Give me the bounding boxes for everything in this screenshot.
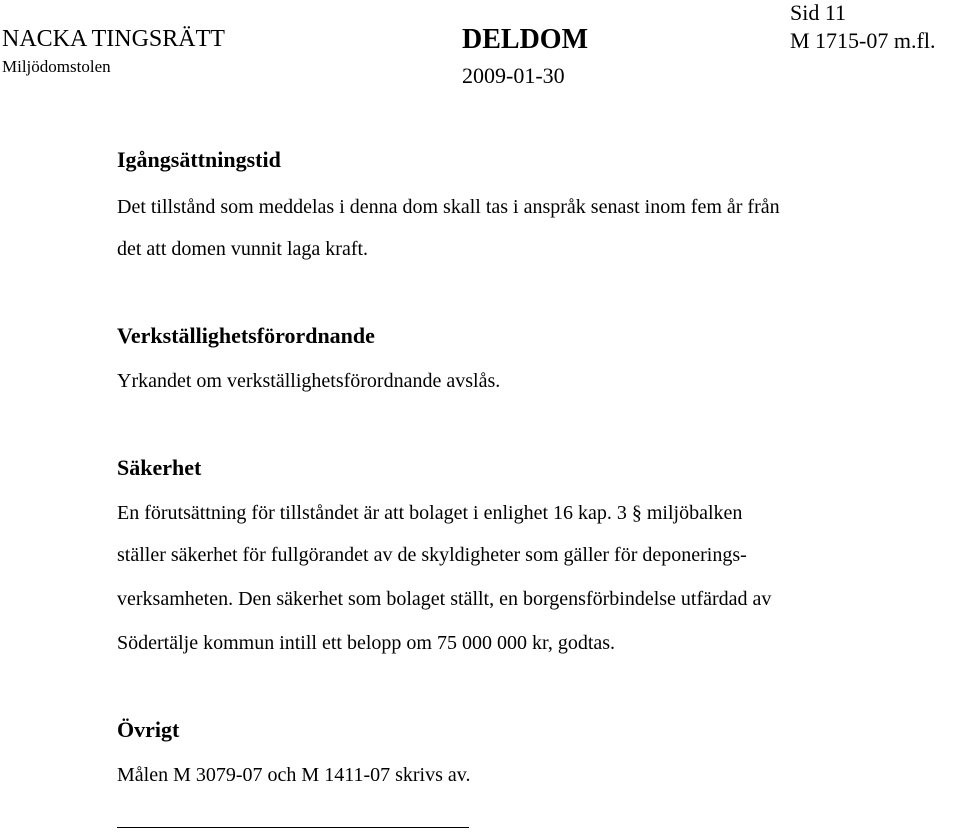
section-heading-start-time: Igångsättningstid: [117, 147, 281, 172]
paragraph-line: ställer säkerhet för fullgörandet av de skyldigheter som gäller för deponerings-: [117, 544, 747, 566]
paragraph-line: verksamheten. Den säkerhet som bolaget ställt, en borgensförbindelse utfärdad av: [117, 588, 772, 610]
section-heading-enforcement: Verkställighetsförordnande: [117, 323, 375, 348]
paragraph-line: Det tillstånd som meddelas i denna dom skall tas i anspråk senast inom fem år från: [117, 196, 780, 218]
paragraph-line: Yrkandet om verkställighetsförordnande avslås.: [117, 370, 501, 392]
paragraph-line: Södertälje kommun intill ett belopp om 75 000 000 kr, godtas.: [117, 632, 616, 654]
page-number: Sid 11: [790, 0, 847, 25]
court-division: Miljödomstolen: [2, 57, 111, 76]
document-type: DELDOM: [462, 24, 588, 55]
section-heading-security: Säkerhet: [117, 455, 202, 480]
paragraph-line: det att domen vunnit laga kraft.: [117, 238, 369, 260]
document-date: 2009-01-30: [462, 63, 565, 88]
paragraph-line: Målen M 3079-07 och M 1411-07 skrivs av.: [117, 764, 471, 786]
signature-rule: [117, 827, 469, 828]
section-heading-other: Övrigt: [117, 717, 180, 742]
court-name: NACKA TINGSRÄTT: [2, 26, 225, 52]
paragraph-line: En förutsättning för tillståndet är att bolaget i enlighet 16 kap. 3 § miljöbalken: [117, 502, 743, 524]
case-number: M 1715-07 m.fl.: [790, 28, 936, 53]
